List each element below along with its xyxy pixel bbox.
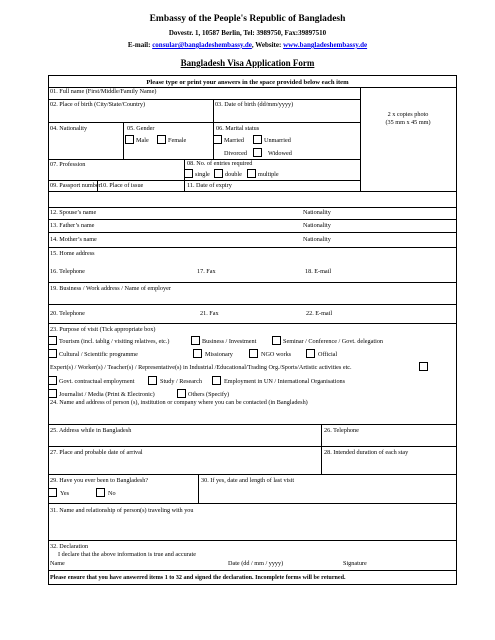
label-address-bangladesh: 25. Address while in Bangladesh [50, 427, 132, 434]
purpose-others: Others (Specify) [188, 391, 230, 398]
divider [48, 503, 457, 504]
divider [48, 282, 457, 283]
checkbox-official[interactable] [306, 349, 315, 358]
label-fax: 17. Fax [197, 268, 216, 275]
entry-single: single [195, 171, 210, 178]
label-home-address: 15. Home address [50, 250, 95, 257]
checkbox-business[interactable] [191, 336, 200, 345]
label-date-of-birth: 03. Date of birth (dd/mm/yyyy) [215, 101, 294, 108]
label-business-telephone: 20. Telephone [50, 310, 85, 317]
marital-married: Married [224, 137, 244, 144]
checkbox-male[interactable] [125, 135, 134, 144]
divider [48, 446, 457, 447]
label-profession: 07. Profession [50, 161, 86, 168]
checkbox-missionary[interactable] [193, 349, 202, 358]
gender-female: Female [168, 137, 187, 144]
divider [48, 424, 457, 425]
contact-line [0, 41, 495, 49]
checkbox-divorced[interactable] [253, 148, 262, 157]
entry-multiple: multiple [258, 171, 279, 178]
checkbox-cultural[interactable] [48, 349, 57, 358]
photo-divider [360, 87, 361, 191]
label-contact-in-bangladesh: 24. Name and address of person (s), institution or company where you can be contacted (in Bangladesh) [50, 399, 308, 406]
purpose-journalist: Journalist / Media (Print & Electronic) [59, 391, 155, 398]
label-place-of-birth: 02. Place of birth (City/State/Country) [50, 101, 146, 108]
label-declaration: 32. Declaration [50, 543, 89, 550]
purpose-govt-employment: Govt. contractual employment [59, 378, 135, 385]
checkbox-govt-employment[interactable] [48, 376, 57, 385]
divider [48, 232, 457, 233]
label-mother-nationality: Nationality [303, 236, 331, 243]
label-business-email: 22. E-mail [306, 310, 333, 317]
label-spouse-nationality: Nationality [303, 209, 331, 216]
label-marital-status: 06. Marital status [216, 125, 260, 132]
divider [48, 474, 457, 475]
label-bd-telephone: 26. Telephone [324, 427, 359, 434]
checkbox-seminar[interactable] [272, 336, 281, 345]
label-telephone: 16. Telephone [50, 268, 85, 275]
checkbox-expert[interactable] [419, 362, 428, 371]
label-mother: 14. Mother’s name [50, 236, 97, 243]
declaration-date: Date (dd / mm / yyyy) [228, 560, 284, 567]
marital-widowed: Widowed [268, 150, 292, 157]
cell-divider [321, 424, 322, 474]
checkbox-tourism[interactable] [48, 336, 57, 345]
checkbox-female[interactable] [157, 135, 166, 144]
label-business-fax: 21. Fax [200, 310, 219, 317]
purpose-study: Study / Research [160, 378, 202, 385]
entry-double: double [225, 171, 242, 178]
marital-divorced: Divorced [224, 150, 248, 157]
label-last-visit: 30. If yes, date and length of last visit [201, 477, 295, 484]
label-entries: 08. No. of entries required [187, 160, 253, 167]
label-father-nationality: Nationality [303, 222, 331, 229]
checkbox-study[interactable] [148, 376, 157, 385]
checkbox-single[interactable] [184, 169, 193, 178]
purpose-expert: Expert(s) / Worker(s) / Teacher(s) / Representative(s) in Industrial /Educational/Trading Org./Sports/Artistic activities etc. [50, 364, 352, 371]
embassy-address: Dovestr. 1, 10587 Berlin, Tel: 3989750, Fax:39897510 [168, 29, 327, 37]
label-companions: 31. Name and relationship of person(s) traveling with you [50, 507, 194, 514]
purpose-cultural: Cultural / Scientific programme [59, 351, 138, 358]
website-link[interactable]: www.bangladeshembassy.de [283, 41, 368, 49]
email-link[interactable]: consular@bangladeshembassy.de [152, 41, 252, 49]
label-purpose: 23. Purpose of visit (Tick appropriate box) [50, 326, 156, 333]
answer-yes: Yes [60, 490, 70, 497]
purpose-un-employment: Employment in UN / International Organisations [224, 378, 346, 385]
divider [48, 540, 457, 541]
label-passport-number: 09. Passport number [50, 182, 101, 189]
website-label: , Website: [251, 41, 282, 49]
answer-no: No [108, 490, 116, 497]
email-label: E-mail: [127, 41, 151, 49]
photo-line-2: (35 mm x 45 mm) [385, 118, 431, 126]
checkbox-unmarried[interactable] [253, 135, 262, 144]
label-father: 13. Father’s name [50, 222, 95, 229]
declaration-name: Name [50, 560, 65, 567]
gender-male: Male [136, 137, 149, 144]
form-title: Bangladesh Visa Application Form [180, 58, 315, 68]
purpose-missionary: Missionary [205, 351, 233, 358]
divider [48, 304, 457, 305]
label-arrival: 27. Place and probable date of arrival [50, 449, 143, 456]
label-place-of-issue: 10. Place of issue [100, 182, 144, 189]
checkbox-no[interactable] [96, 488, 105, 497]
purpose-tourism: Tourism (incl. tablig / visiting relatives, etc.) [59, 338, 170, 345]
divider [48, 207, 457, 208]
label-full-name: 01. Full name (First/Middle/Family Name) [50, 88, 157, 95]
footer-note: Please ensure that you have answered items 1 to 32 and signed the declaration. Incomplete forms will be returned. [50, 575, 346, 581]
label-spouse: 12. Spouse’s name [50, 209, 97, 216]
cell-divider [123, 122, 124, 159]
divider [48, 570, 457, 571]
checkbox-married[interactable] [213, 135, 222, 144]
checkbox-journalist[interactable] [48, 389, 57, 398]
divider [48, 191, 457, 192]
purpose-official: Official [318, 351, 338, 358]
label-visited-before: 29. Have you ever been to Bangladesh? [50, 477, 149, 484]
photo-line-1: 2 x copies photo [387, 111, 429, 118]
purpose-business: Business / Investment [202, 338, 257, 345]
label-duration: 28. Intended duration of each stay [324, 449, 409, 456]
photo-box [360, 111, 456, 126]
checkbox-others[interactable] [177, 389, 186, 398]
purpose-seminar: Seminar / Conference / Govt. delegation [283, 338, 384, 345]
checkbox-multiple[interactable] [247, 169, 256, 178]
cell-divider [198, 474, 199, 503]
label-email: 18. E-mail [305, 268, 332, 275]
divider [48, 323, 457, 324]
embassy-name: Embassy of the People's Republic of Bangladesh [149, 14, 346, 24]
divider [48, 247, 457, 248]
cell-divider [184, 180, 185, 191]
checkbox-double[interactable] [214, 169, 223, 178]
label-gender: 05. Gender [127, 125, 155, 132]
label-date-of-expiry: 11. Date of expiry [187, 182, 232, 189]
checkbox-un-employment[interactable] [212, 376, 221, 385]
label-business-address: 19. Business / Work address / Name of employer [50, 285, 171, 292]
cell-divider [213, 99, 214, 122]
divider [48, 99, 360, 100]
purpose-ngo: NGO works [261, 351, 292, 358]
instructions: Please type or print your answers in the space provided below each item [146, 79, 349, 86]
label-nationality: 04. Nationality [50, 125, 88, 132]
divider [48, 180, 360, 181]
checkbox-ngo[interactable] [249, 349, 258, 358]
divider [48, 219, 457, 220]
declaration-signature: Signature [343, 560, 367, 567]
marital-unmarried: Unmarried [264, 137, 291, 144]
checkbox-yes[interactable] [48, 488, 57, 497]
divider [48, 122, 360, 123]
declaration-text: I declare that the above information is true and accurate [58, 551, 196, 558]
